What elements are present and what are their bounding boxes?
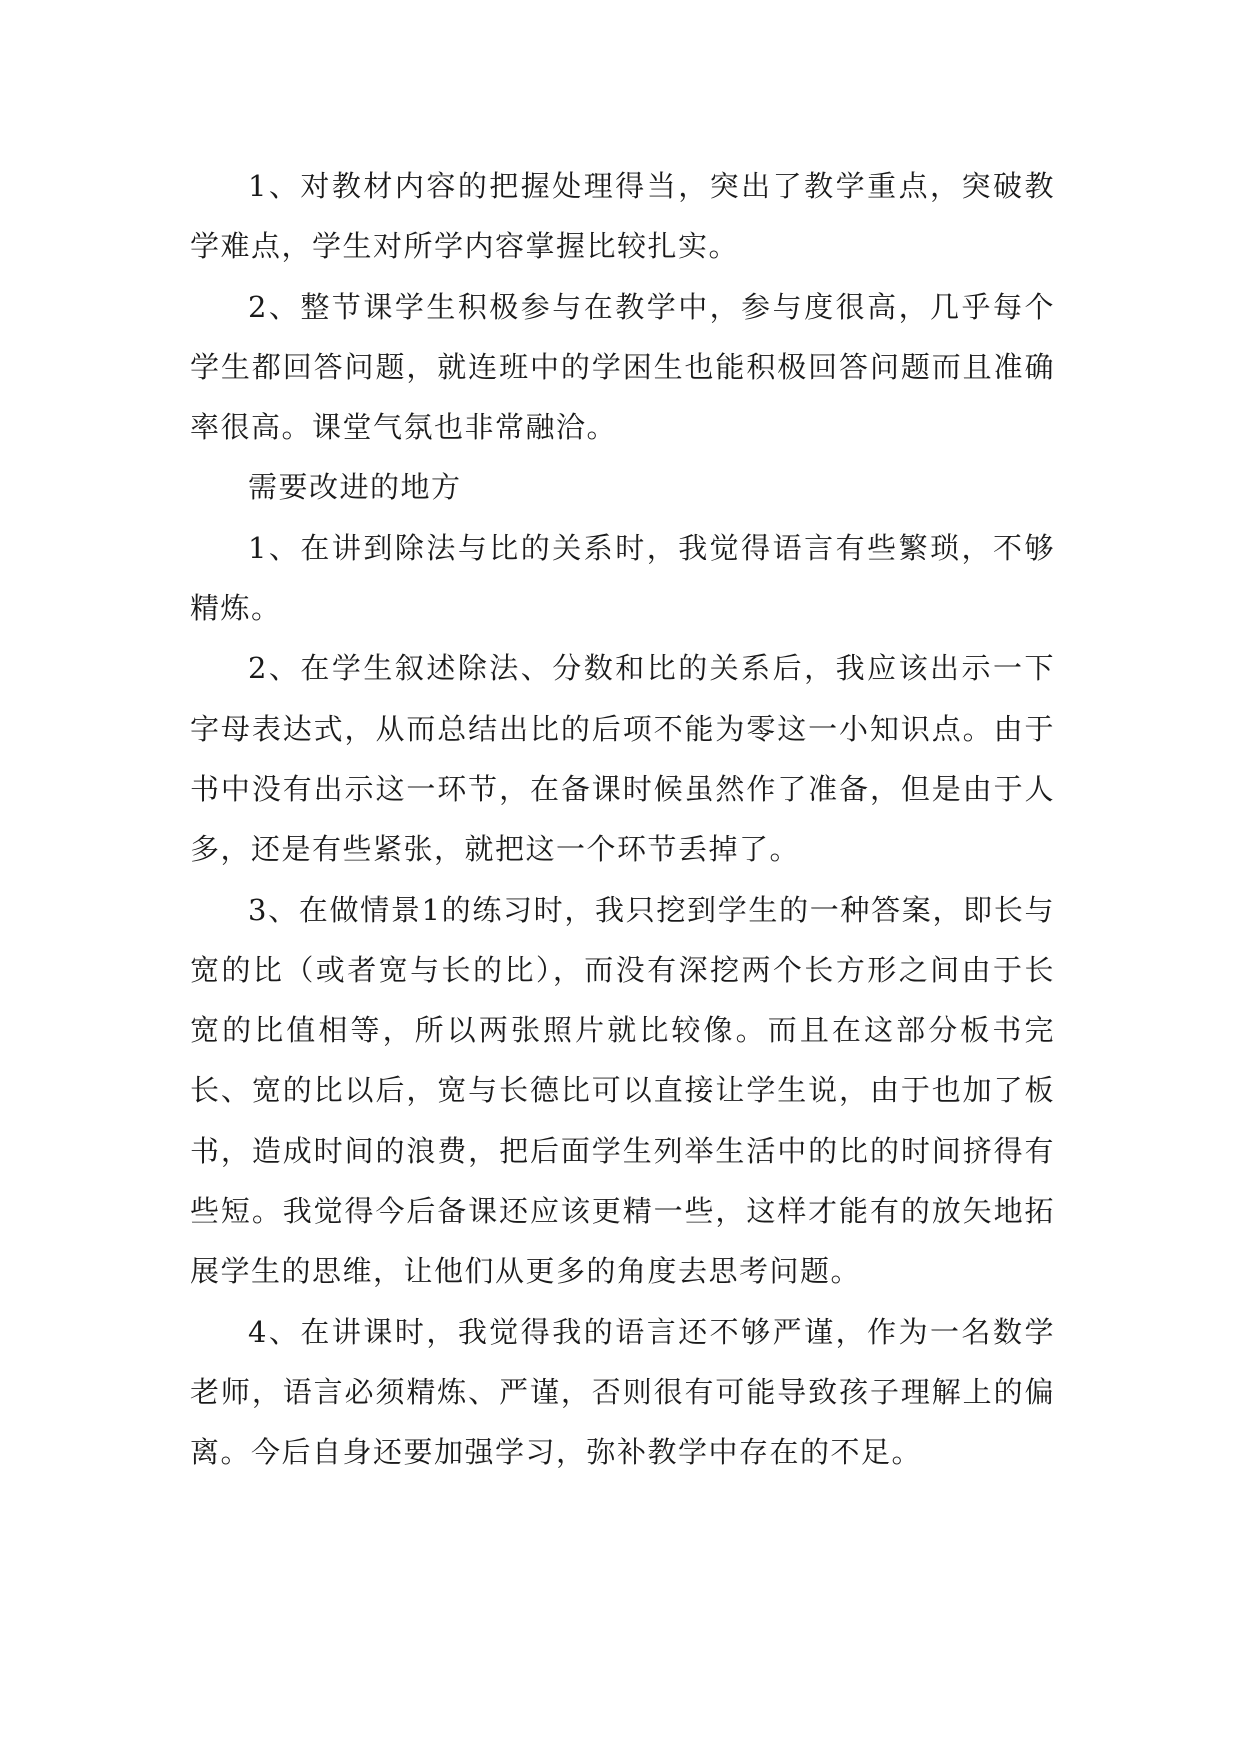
paragraph-improvement-2: 2、在学生叙述除法、分数和比的关系后，我应该出示一下字母表达式，从而总结出比的后项不能为零这一小知识点。由于书中没有出示这一环节，在备课时候虽然作了准备，但是由于人多，还是有些紧张，就把这一个环节丢掉了。 — [190, 651, 1055, 867]
paragraph-improvement-3: 3、在做情景1的练习时，我只挖到学生的一种答案，即长与宽的比（或者宽与长的比），而没有深挖两个长方形之间由于长宽的比值相等，所以两张照片就比较像。而且在这部分板书完长、宽的比以后，宽与长德比可以直接让学生说，由于也加了板书，造成时间的浪费，把后面学生列举生活中的比的时间挤得有些短。我觉得今后备课还应该更精一些，这样才能有的放矢地拓展学生的思维，让他们从更多的角度去思考问题。 — [190, 892, 1055, 1289]
paragraph-strength-1: 1、对教材内容的把握处理得当，突出了教学重点，突破教学难点，学生对所学内容掌握比较扎实。 — [190, 169, 1055, 264]
paragraph-improvement-1: 1、在讲到除法与比的关系时，我觉得语言有些繁琐，不够精炼。 — [190, 530, 1055, 626]
paragraph-improvement-4: 4、在讲课时，我觉得我的语言还不够严谨，作为一名数学老师，语言必须精炼、严谨，否则很有可能导致孩子理解上的偏离。今后自身还要加强学习，弥补教学中存在的不足。 — [190, 1314, 1055, 1470]
document-page — [190, 156, 1055, 1483]
section-heading-improvements: 需要改进的地方 — [248, 470, 462, 505]
paragraph-strength-2: 2、整节课学生积极参与在教学中，参与度很高，几乎每个学生都回答问题，就连班中的学困生也能积极回答问题而且准确率很高。课堂气氛也非常融洽。 — [190, 289, 1055, 445]
